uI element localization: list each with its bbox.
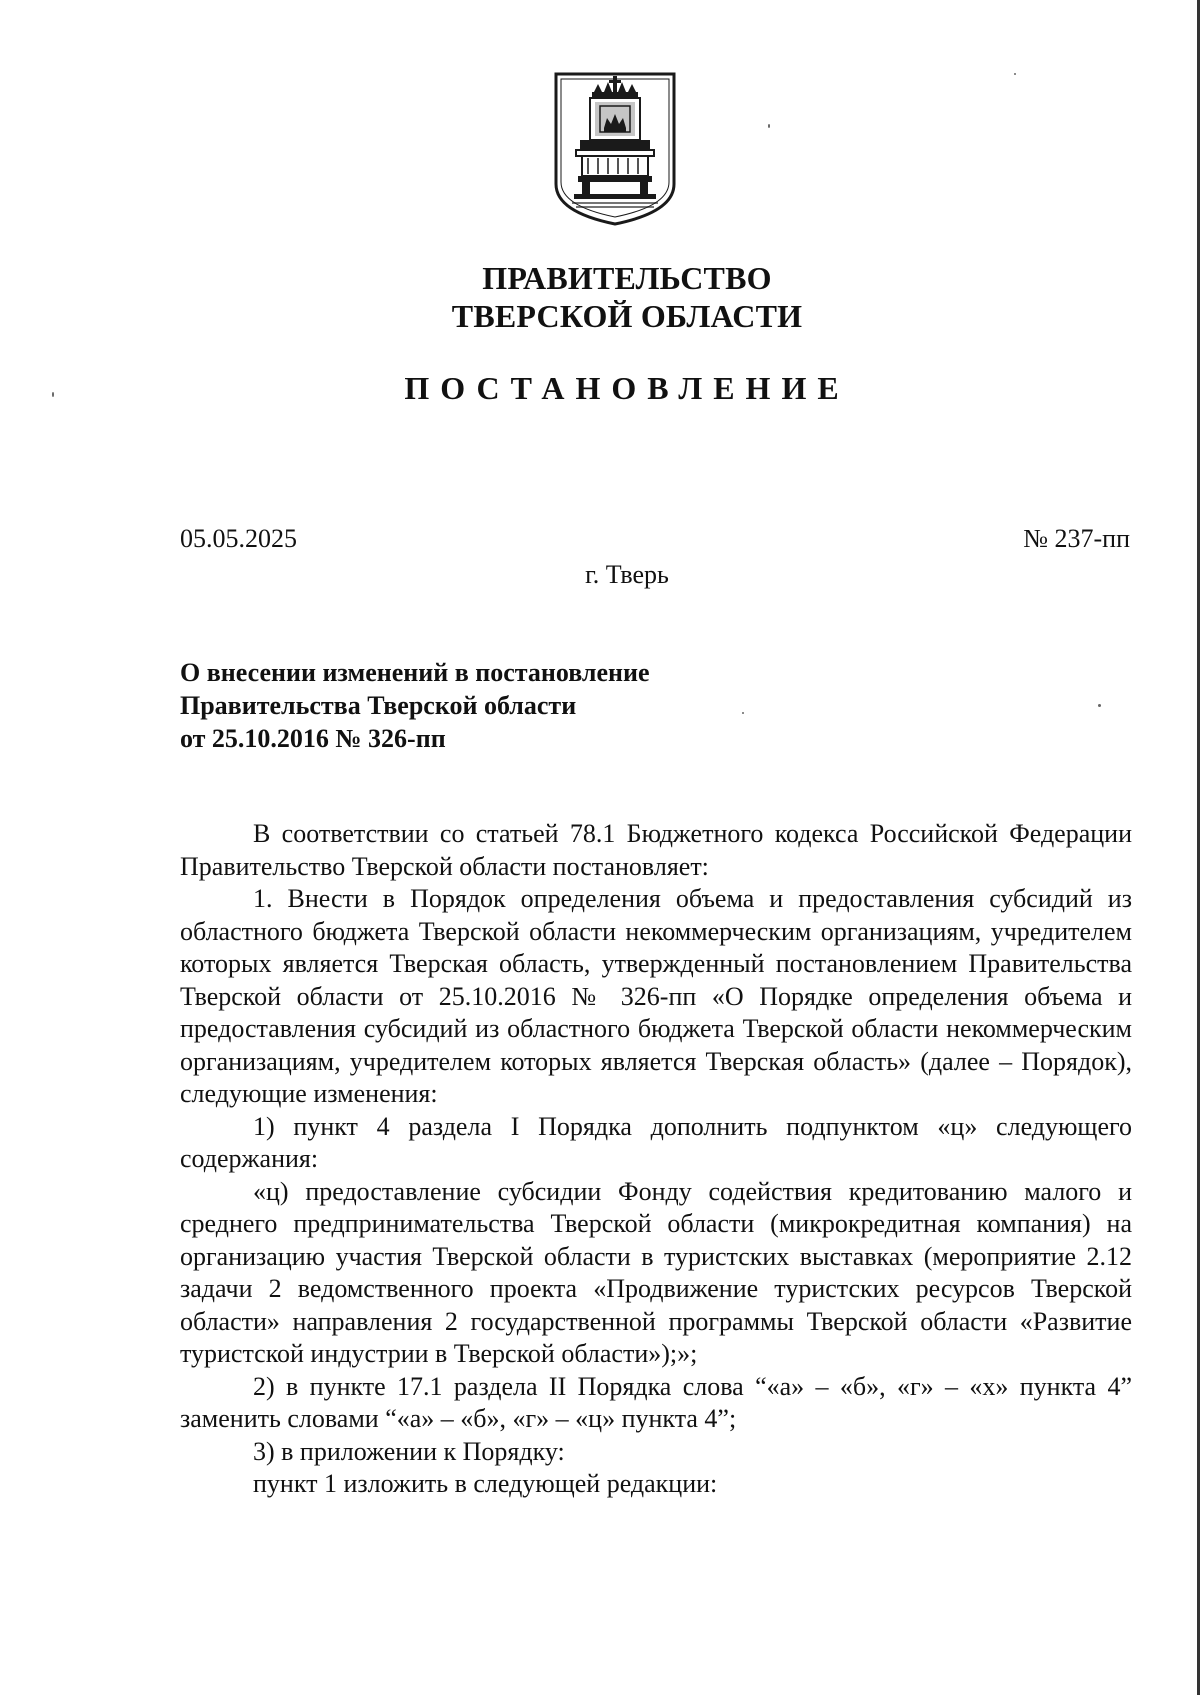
subject-line: О внесении изменений в постановление [180, 658, 650, 687]
body-paragraph: 2) в пункте 17.1 раздела II Порядка слова “«а» – «б», «г» – «х» пункта 4” заменить словами “«а» – «б», «г» – «ц» пункта 4”; [180, 1371, 1132, 1433]
government-title-line1: ПРАВИТЕЛЬСТВО [482, 260, 772, 296]
document-date: 05.05.2025 [180, 524, 297, 553]
body-paragraph: 1) пункт 4 раздела I Порядка дополнить подпунктом «ц» следующего содержания: [180, 1111, 1132, 1173]
scan-speck [768, 124, 770, 128]
document-body [180, 818, 1132, 1501]
document-city: г. Тверь [585, 560, 669, 589]
scan-speck [1014, 73, 1016, 75]
body-paragraph: «ц) предоставление субсидии Фонду содействия кредитованию малого и среднего предпринимательства Тверской области (микрокредитная компания) на организацию участия Тверской области в туристских выставках (мероприятие 2.12 задачи 2 ведомственного проекта «Продвижение туристских ресурсов Тверской области» направления 2 государственной программы Тверской области «Развитие туристской индустрии в Тверской области»);»; [180, 1176, 1132, 1368]
scan-speck [742, 712, 744, 714]
document-subject [180, 656, 650, 755]
tver-coat-of-arms-icon [552, 72, 678, 226]
body-paragraph: 3) в приложении к Порядку: [253, 1436, 565, 1466]
body-paragraph: пункт 1 изложить в следующей редакции: [253, 1469, 718, 1498]
subject-line: от 25.10.2016 № 326-пп [180, 724, 446, 753]
scan-speck [52, 392, 54, 397]
body-paragraph: В соответствии со статьей 78.1 Бюджетного кодекса Российской Федерации Правительство Тверской области постановляет: [180, 819, 1132, 881]
government-title-line2: ТВЕРСКОЙ ОБЛАСТИ [451, 298, 803, 334]
document-type: ПОСТАНОВЛЕНИЕ [404, 370, 850, 406]
scan-speck [1098, 704, 1101, 707]
document-number: № 237-пп [1023, 524, 1130, 553]
body-paragraph: 1. Внести в Порядок определения объема и предоставления субсидий из областного бюджета Тверской области некоммерческим организациям, учредителем которых является Тверская область, утвержденный постановлением Правительства Тверской области от 25.10.2016 № 326-пп «О Порядке определения объема и предоставления субсидий из областного бюджета Тверской области некоммерческим организациям, учредителем которых является Тверская область» (далее – Порядок), следующие изменения: [180, 884, 1132, 1108]
subject-line: Правительства Тверской области [180, 691, 577, 720]
